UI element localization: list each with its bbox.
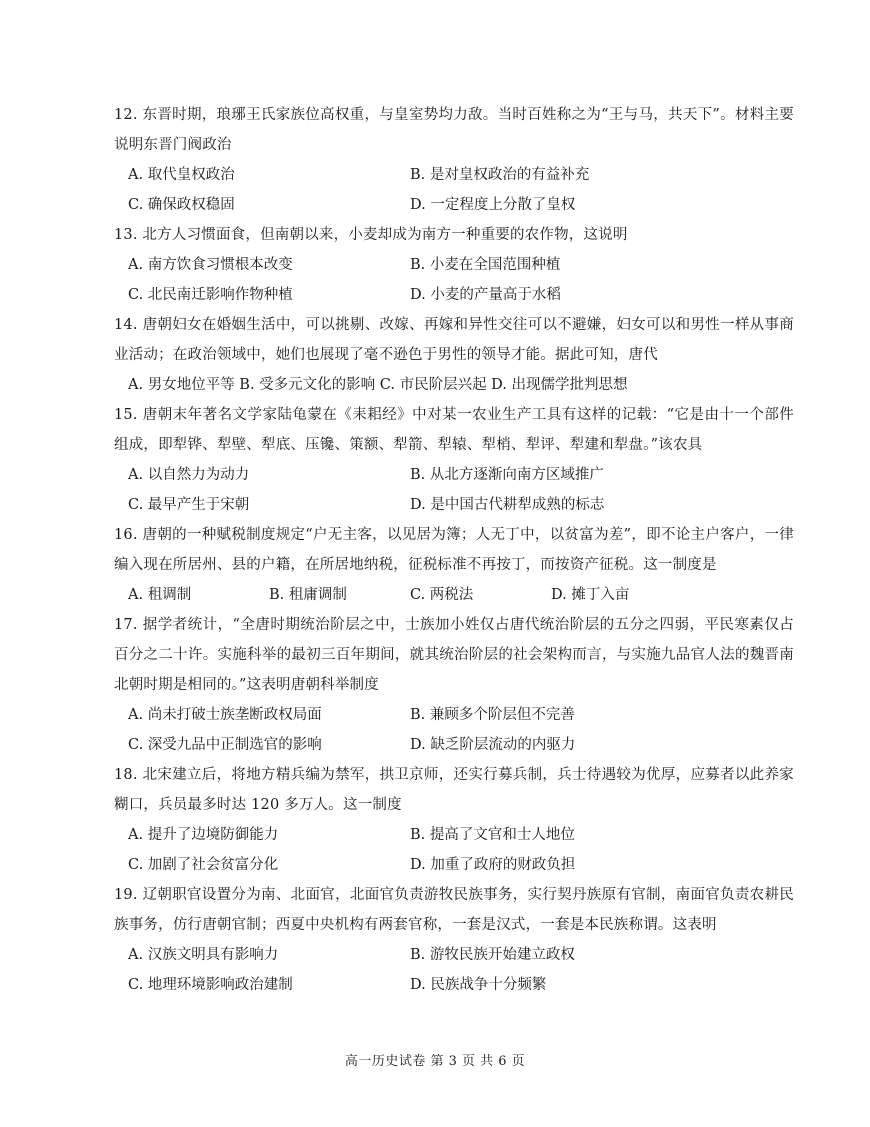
question-stem: 19. 辽朝职官设置分为南、北面官，北面官负责游牧民族事务，实行契丹族原有官制，南面官负责农耕民族事务，仿行唐朝官制；西夏中央机构有两套官称，一套是汉式，一套是本民族称谓。这表明 — [114, 887, 794, 933]
option-b: B. 小麦在全国范围种植 — [410, 257, 561, 273]
page-footer: 高一历史试卷 第 3 页 共 6 页 — [344, 1054, 526, 1069]
option-d: D. 加重了政府的财政负担 — [410, 857, 576, 873]
question-19 — [114, 880, 794, 1000]
option-a: A. 租调制 — [128, 587, 192, 603]
option-d: D. 一定程度上分散了皇权 — [410, 197, 576, 213]
question-stem: 17. 据学者统计，“全唐时期统治阶层之中，士族加小姓仅占唐代统治阶层的五分之四弱，平民寒素仅占百分之二十许。实施科举的最初三百年期间，就其统治阶层的社会架构而言，与实施九品官人法的魏晋南北朝时期是相同的。”这表明唐朝科举制度 — [114, 617, 794, 693]
option-c: C. 两税法 — [410, 587, 474, 603]
option-c: C. 地理环境影响政治建制 — [128, 977, 293, 993]
question-17 — [114, 610, 794, 760]
option-d: D. 是中国古代耕犁成熟的标志 — [410, 497, 605, 513]
question-stem: 12. 东晋时期，琅琊王氏家族位高权重，与皇室势均力敌。当时百姓称之为“王与马，共天下”。材料主要说明东晋门阀政治 — [114, 107, 794, 153]
options — [114, 460, 794, 520]
options — [114, 580, 794, 610]
option-b: B. 提高了文官和士人地位 — [410, 827, 575, 843]
questions-container — [114, 100, 794, 1000]
question-12 — [114, 100, 794, 220]
option-d: D. 小麦的产量高于水稻 — [410, 287, 561, 303]
option-b: B. 租庸调制 — [269, 587, 347, 603]
option-d: D. 缺乏阶层流动的内驱力 — [410, 737, 576, 753]
option-c: C. 最早产生于宋朝 — [128, 497, 250, 513]
question-15 — [114, 400, 794, 520]
option-c: C. 加剧了社会贫富分化 — [128, 857, 279, 873]
question-stem: 16. 唐朝的一种赋税制度规定“户无主客，以见居为簿；人无丁中，以贫富为差”，即不论主户客户，一律编入现在所居州、县的户籍，在所居地纳税，征税标准不再按丁，而按资产征税。这一制度是 — [114, 527, 794, 573]
question-16 — [114, 520, 794, 610]
options — [114, 700, 794, 760]
question-stem: 15. 唐朝末年著名文学家陆龟蒙在《耒耜经》中对某一农业生产工具有这样的记载：“它是由十一个部件组成，即犁铧、犁壁、犁底、压镵、策额、犁箭、犁辕、犁梢、犁评、犁建和犁盘。”该农具 — [114, 407, 794, 453]
question-stem: 14. 唐朝妇女在婚姻生活中，可以挑剔、改嫁、再嫁和异性交往可以不避嫌，妇女可以和男性一样从事商业活动；在政治领域中，她们也展现了毫不逊色于男性的领导才能。据此可知，唐代 — [114, 317, 794, 363]
options-inline: A. 男女地位平等 B. 受多元文化的影响 C. 市民阶层兴起 D. 出现儒学批判思想 — [128, 377, 628, 393]
options — [114, 250, 794, 310]
question-stem: 13. 北方人习惯面食，但南朝以来，小麦却成为南方一种重要的农作物，这说明 — [114, 227, 628, 243]
option-c: C. 确保政权稳固 — [128, 197, 235, 213]
question-18 — [114, 760, 794, 880]
option-b: B. 游牧民族开始建立政权 — [410, 947, 575, 963]
option-d: D. 摊丁入亩 — [551, 587, 630, 603]
option-b: B. 是对皇权政治的有益补充 — [410, 167, 590, 183]
option-a: A. 汉族文明具有影响力 — [128, 947, 279, 963]
option-a: A. 南方饮食习惯根本改变 — [128, 257, 293, 273]
options — [114, 820, 794, 880]
question-stem: 18. 北宋建立后，将地方精兵编为禁军，拱卫京师，还实行募兵制，兵士待遇较为优厚，应募者以此养家糊口，兵员最多时达 120 多万人。这一制度 — [114, 767, 794, 813]
option-a: A. 尚未打破士族垄断政权局面 — [128, 707, 322, 723]
option-d: D. 民族战争十分频繁 — [410, 977, 547, 993]
option-c: C. 北民南迁影响作物种植 — [128, 287, 293, 303]
option-a: A. 取代皇权政治 — [128, 167, 235, 183]
question-14 — [114, 310, 794, 400]
question-13 — [114, 220, 794, 310]
option-a: A. 以自然力为动力 — [128, 467, 250, 483]
option-c: C. 深受九品中正制选官的影响 — [128, 737, 322, 753]
options — [114, 160, 794, 220]
option-b: B. 兼顾多个阶层但不完善 — [410, 707, 575, 723]
options — [114, 940, 794, 1000]
option-a: A. 提升了边境防御能力 — [128, 827, 279, 843]
option-b: B. 从北方逐渐向南方区域推广 — [410, 467, 604, 483]
